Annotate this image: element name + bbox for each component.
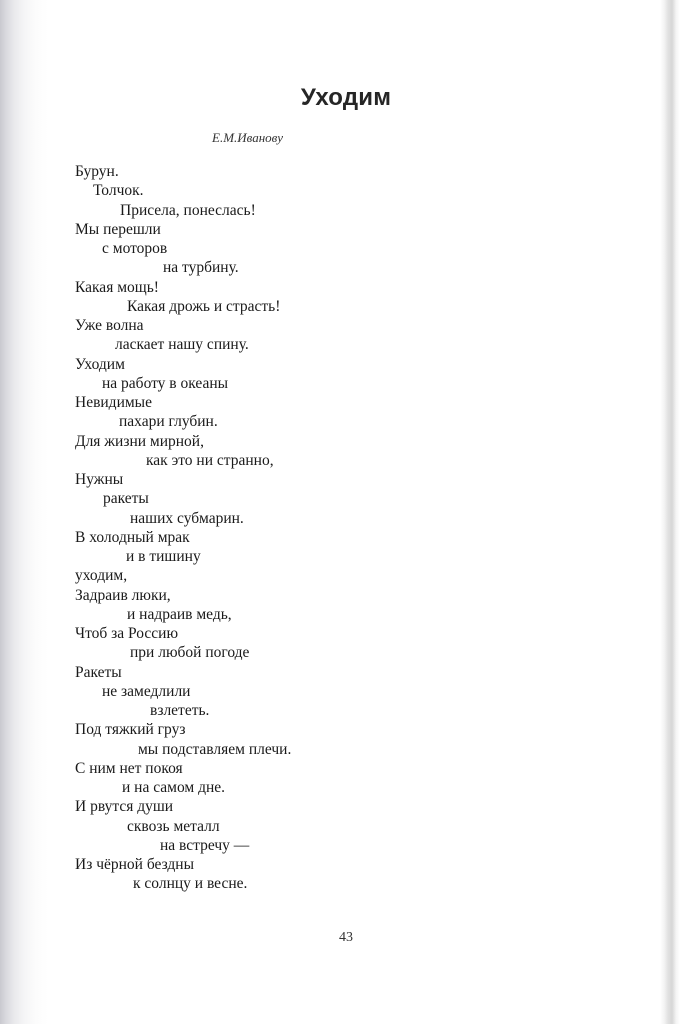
poem-line: Уже волна xyxy=(75,317,144,334)
poem-line: Задраив люки, xyxy=(75,586,171,604)
poem-line: уходим, xyxy=(75,567,128,585)
poem-line: с моторов xyxy=(102,240,168,257)
poem-line: на турбину. xyxy=(163,259,239,277)
poem-title: Уходим xyxy=(300,84,392,111)
poem-line: Из чёрной бездны xyxy=(75,856,195,873)
poem-line: Толчок. xyxy=(93,182,144,200)
poem-line: наших субмарин. xyxy=(130,509,244,527)
poem-body xyxy=(75,162,635,894)
poem-line: ракеты xyxy=(103,490,149,508)
poem-line: ласкает нашу спину. xyxy=(115,336,249,354)
poem-line: взлететь. xyxy=(150,702,210,719)
poem-line: и в тишину xyxy=(126,548,201,565)
poem-line: И рвутся души xyxy=(75,798,174,816)
poem-line: Чтоб за Россию xyxy=(75,625,179,642)
page-number: 43 xyxy=(339,930,353,945)
poem-line: Невидимые xyxy=(75,394,152,411)
poem-line: сквозь металл xyxy=(127,817,220,835)
poem-line: Ракеты xyxy=(75,663,122,681)
poem-line: и на самом дне. xyxy=(122,779,226,796)
poem-line: на встречу — xyxy=(160,836,250,854)
poem-line: пахари глубин. xyxy=(119,413,218,431)
poem-line: Для жизни мирной, xyxy=(75,432,204,450)
poem-line: Какая мощь! xyxy=(75,278,159,296)
poem-line: С ним нет покоя xyxy=(75,759,183,777)
poem-line: мы подставляем плечи. xyxy=(138,740,292,758)
poem-line: к солнцу и весне. xyxy=(133,875,248,893)
poem-line: как это ни странно, xyxy=(146,451,274,469)
poem-line: Мы перешли xyxy=(75,220,161,238)
poem-line: Присела, понеслась! xyxy=(120,201,256,219)
poem-line: при любой погоде xyxy=(130,644,250,662)
poem-line: Бурун. xyxy=(75,163,119,180)
poem-line: Нужны xyxy=(75,471,124,488)
poem-line: не замедлили xyxy=(102,682,191,700)
poem-line: В холодный мрак xyxy=(75,528,190,546)
poem-line: на работу в океаны xyxy=(102,374,229,392)
dedication: Е.М.Иванову xyxy=(212,130,284,145)
poem-line: Какая дрожь и страсть! xyxy=(127,297,281,315)
poem-line: и надраив медь, xyxy=(127,605,232,623)
poem-line: Уходим xyxy=(75,355,125,373)
poem-line: Под тяжкий груз xyxy=(75,721,186,739)
